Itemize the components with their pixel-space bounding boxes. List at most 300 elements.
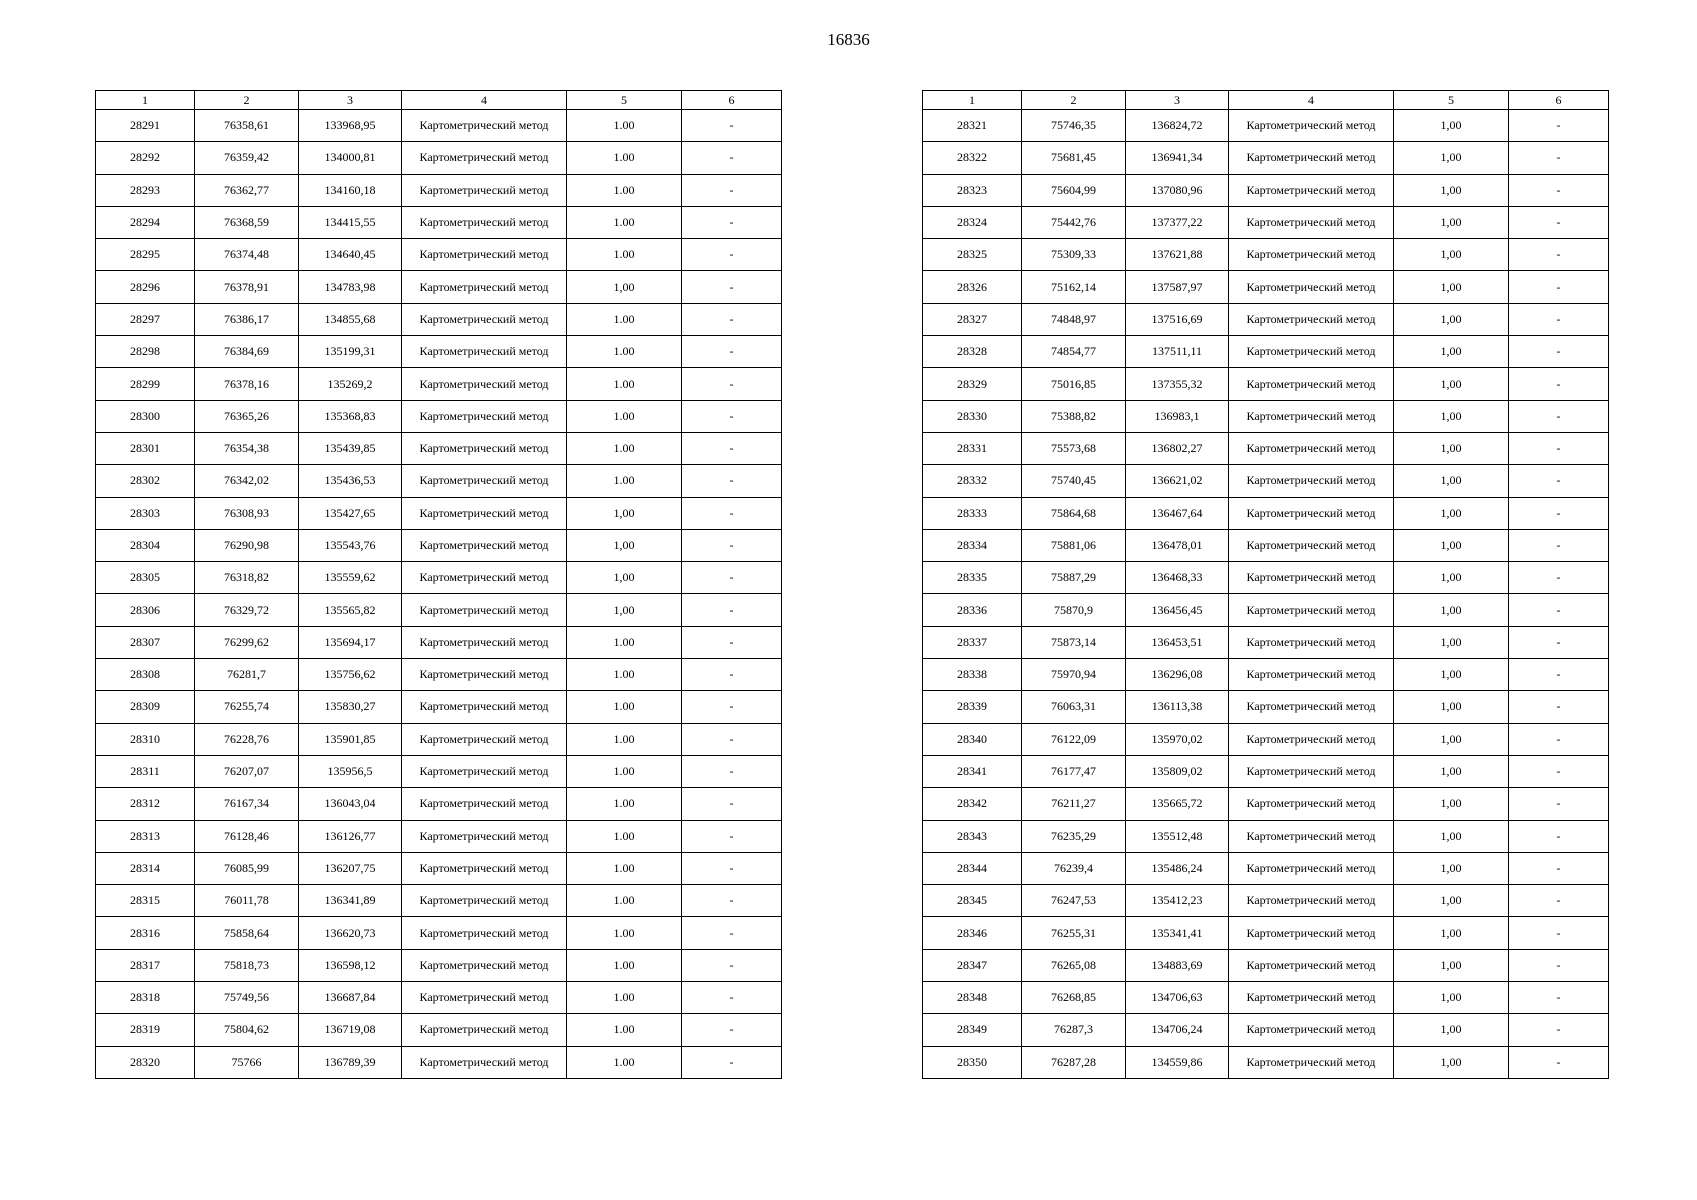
accuracy-cell: 1.00 [567, 303, 682, 335]
x-coordinate-cell: 75970,94 [1022, 659, 1126, 691]
y-coordinate-cell: 135436,53 [299, 465, 402, 497]
accuracy-cell: 1,00 [1394, 271, 1509, 303]
description-cell: - [682, 594, 782, 626]
y-coordinate-cell: 137377,22 [1126, 206, 1229, 238]
description-cell: - [682, 368, 782, 400]
y-coordinate-cell: 133968,95 [299, 110, 402, 142]
accuracy-cell: 1,00 [567, 562, 682, 594]
point-number-cell: 28317 [96, 949, 195, 981]
point-number-cell: 28350 [923, 1046, 1022, 1078]
coordinates-table-left [95, 90, 782, 1079]
x-coordinate-cell: 76177,47 [1022, 755, 1126, 787]
method-cell: Картометрический метод [1229, 594, 1394, 626]
accuracy-cell: 1,00 [1394, 562, 1509, 594]
y-coordinate-cell: 134783,98 [299, 271, 402, 303]
description-cell: - [682, 400, 782, 432]
point-number-cell: 28305 [96, 562, 195, 594]
table-row [96, 271, 782, 303]
y-coordinate-cell: 135830,27 [299, 691, 402, 723]
x-coordinate-cell: 76287,3 [1022, 1014, 1126, 1046]
method-cell: Картометрический метод [402, 529, 567, 561]
header-row [96, 91, 782, 110]
point-number-cell: 28302 [96, 465, 195, 497]
method-cell: Картометрический метод [402, 174, 567, 206]
y-coordinate-cell: 136468,33 [1126, 562, 1229, 594]
method-cell: Картометрический метод [1229, 368, 1394, 400]
x-coordinate-cell: 75749,56 [195, 982, 299, 1014]
table-row [923, 755, 1609, 787]
accuracy-cell: 1,00 [567, 594, 682, 626]
y-coordinate-cell: 136043,04 [299, 788, 402, 820]
table-row [923, 885, 1609, 917]
description-cell: - [1509, 142, 1609, 174]
x-coordinate-cell: 76011,78 [195, 885, 299, 917]
method-cell: Картометрический метод [1229, 626, 1394, 658]
table-row [923, 142, 1609, 174]
y-coordinate-cell: 135427,65 [299, 497, 402, 529]
method-cell: Картометрический метод [402, 206, 567, 238]
description-cell: - [682, 206, 782, 238]
point-number-cell: 28314 [96, 852, 195, 884]
x-coordinate-cell: 75746,35 [1022, 110, 1126, 142]
point-number-cell: 28312 [96, 788, 195, 820]
accuracy-cell: 1.00 [567, 206, 682, 238]
column-header: 3 [299, 91, 402, 110]
point-number-cell: 28291 [96, 110, 195, 142]
y-coordinate-cell: 135486,24 [1126, 852, 1229, 884]
table-row [923, 303, 1609, 335]
table-row [923, 206, 1609, 238]
method-cell: Картометрический метод [402, 336, 567, 368]
table-row [96, 497, 782, 529]
method-cell: Картометрический метод [1229, 142, 1394, 174]
description-cell: - [682, 465, 782, 497]
y-coordinate-cell: 136719,08 [299, 1014, 402, 1046]
x-coordinate-cell: 76378,91 [195, 271, 299, 303]
description-cell: - [682, 788, 782, 820]
point-number-cell: 28323 [923, 174, 1022, 206]
method-cell: Картометрический метод [402, 432, 567, 464]
accuracy-cell: 1,00 [1394, 949, 1509, 981]
table-row [923, 432, 1609, 464]
column-header: 2 [195, 91, 299, 110]
point-number-cell: 28349 [923, 1014, 1022, 1046]
x-coordinate-cell: 75864,68 [1022, 497, 1126, 529]
x-coordinate-cell: 75309,33 [1022, 239, 1126, 271]
description-cell: - [1509, 982, 1609, 1014]
x-coordinate-cell: 76359,42 [195, 142, 299, 174]
table-row [96, 1046, 782, 1078]
coordinates-table-right [922, 90, 1609, 1079]
y-coordinate-cell: 135809,02 [1126, 755, 1229, 787]
method-cell: Картометрический метод [1229, 110, 1394, 142]
x-coordinate-cell: 76228,76 [195, 723, 299, 755]
description-cell: - [1509, 691, 1609, 723]
table-row [96, 982, 782, 1014]
point-number-cell: 28348 [923, 982, 1022, 1014]
description-cell: - [1509, 529, 1609, 561]
y-coordinate-cell: 134415,55 [299, 206, 402, 238]
point-number-cell: 28331 [923, 432, 1022, 464]
y-coordinate-cell: 134855,68 [299, 303, 402, 335]
x-coordinate-cell: 76318,82 [195, 562, 299, 594]
table-row [96, 917, 782, 949]
description-cell: - [682, 110, 782, 142]
accuracy-cell: 1,00 [1394, 691, 1509, 723]
method-cell: Картометрический метод [402, 659, 567, 691]
column-header: 6 [682, 91, 782, 110]
accuracy-cell: 1,00 [1394, 110, 1509, 142]
point-number-cell: 28303 [96, 497, 195, 529]
method-cell: Картометрический метод [402, 1014, 567, 1046]
description-cell: - [682, 917, 782, 949]
x-coordinate-cell: 76384,69 [195, 336, 299, 368]
x-coordinate-cell: 76268,85 [1022, 982, 1126, 1014]
y-coordinate-cell: 135956,5 [299, 755, 402, 787]
column-header: 6 [1509, 91, 1609, 110]
table-row [96, 174, 782, 206]
x-coordinate-cell: 75573,68 [1022, 432, 1126, 464]
y-coordinate-cell: 136621,02 [1126, 465, 1229, 497]
method-cell: Картометрический метод [1229, 788, 1394, 820]
method-cell: Картометрический метод [402, 755, 567, 787]
method-cell: Картометрический метод [1229, 497, 1394, 529]
point-number-cell: 28297 [96, 303, 195, 335]
description-cell: - [1509, 885, 1609, 917]
description-cell: - [682, 271, 782, 303]
method-cell: Картометрический метод [402, 239, 567, 271]
accuracy-cell: 1,00 [1394, 303, 1509, 335]
table-row [96, 659, 782, 691]
x-coordinate-cell: 74854,77 [1022, 336, 1126, 368]
point-number-cell: 28295 [96, 239, 195, 271]
table-row [96, 239, 782, 271]
accuracy-cell: 1,00 [1394, 206, 1509, 238]
x-coordinate-cell: 75873,14 [1022, 626, 1126, 658]
table-row [923, 917, 1609, 949]
x-coordinate-cell: 76235,29 [1022, 820, 1126, 852]
method-cell: Картометрический метод [1229, 400, 1394, 432]
point-number-cell: 28343 [923, 820, 1022, 852]
y-coordinate-cell: 135565,82 [299, 594, 402, 626]
accuracy-cell: 1,00 [567, 529, 682, 561]
description-cell: - [1509, 497, 1609, 529]
accuracy-cell: 1,00 [1394, 788, 1509, 820]
table-row [96, 400, 782, 432]
method-cell: Картометрический метод [402, 982, 567, 1014]
description-cell: - [682, 949, 782, 981]
point-number-cell: 28294 [96, 206, 195, 238]
method-cell: Картометрический метод [1229, 949, 1394, 981]
x-coordinate-cell: 75681,45 [1022, 142, 1126, 174]
description-cell: - [1509, 820, 1609, 852]
point-number-cell: 28310 [96, 723, 195, 755]
description-cell: - [682, 755, 782, 787]
y-coordinate-cell: 136941,34 [1126, 142, 1229, 174]
table-row [923, 110, 1609, 142]
accuracy-cell: 1.00 [567, 691, 682, 723]
point-number-cell: 28326 [923, 271, 1022, 303]
description-cell: - [682, 626, 782, 658]
accuracy-cell: 1.00 [567, 626, 682, 658]
column-header: 3 [1126, 91, 1229, 110]
table-row [923, 691, 1609, 723]
y-coordinate-cell: 135756,62 [299, 659, 402, 691]
table-row [923, 465, 1609, 497]
point-number-cell: 28339 [923, 691, 1022, 723]
method-cell: Картометрический метод [402, 691, 567, 723]
point-number-cell: 28308 [96, 659, 195, 691]
point-number-cell: 28301 [96, 432, 195, 464]
accuracy-cell: 1.00 [567, 659, 682, 691]
accuracy-cell: 1.00 [567, 432, 682, 464]
x-coordinate-cell: 75887,29 [1022, 562, 1126, 594]
description-cell: - [1509, 1046, 1609, 1078]
method-cell: Картометрический метод [1229, 723, 1394, 755]
accuracy-cell: 1,00 [1394, 239, 1509, 271]
method-cell: Картометрический метод [1229, 820, 1394, 852]
accuracy-cell: 1.00 [567, 755, 682, 787]
point-number-cell: 28306 [96, 594, 195, 626]
x-coordinate-cell: 76287,28 [1022, 1046, 1126, 1078]
column-header: 5 [1394, 91, 1509, 110]
point-number-cell: 28307 [96, 626, 195, 658]
point-number-cell: 28328 [923, 336, 1022, 368]
accuracy-cell: 1.00 [567, 465, 682, 497]
x-coordinate-cell: 76358,61 [195, 110, 299, 142]
table-row [923, 400, 1609, 432]
method-cell: Картометрический метод [402, 1046, 567, 1078]
description-cell: - [682, 982, 782, 1014]
x-coordinate-cell: 76255,74 [195, 691, 299, 723]
x-coordinate-cell: 76247,53 [1022, 885, 1126, 917]
description-cell: - [1509, 110, 1609, 142]
table-row [923, 949, 1609, 981]
point-number-cell: 28330 [923, 400, 1022, 432]
method-cell: Картометрический метод [1229, 174, 1394, 206]
x-coordinate-cell: 75442,76 [1022, 206, 1126, 238]
method-cell: Картометрический метод [402, 820, 567, 852]
x-coordinate-cell: 76354,38 [195, 432, 299, 464]
x-coordinate-cell: 76299,62 [195, 626, 299, 658]
x-coordinate-cell: 74848,97 [1022, 303, 1126, 335]
accuracy-cell: 1,00 [567, 271, 682, 303]
point-number-cell: 28309 [96, 691, 195, 723]
point-number-cell: 28335 [923, 562, 1022, 594]
accuracy-cell: 1,00 [1394, 659, 1509, 691]
x-coordinate-cell: 75870,9 [1022, 594, 1126, 626]
point-number-cell: 28319 [96, 1014, 195, 1046]
y-coordinate-cell: 135970,02 [1126, 723, 1229, 755]
column-header: 4 [1229, 91, 1394, 110]
x-coordinate-cell: 76063,31 [1022, 691, 1126, 723]
x-coordinate-cell: 75804,62 [195, 1014, 299, 1046]
accuracy-cell: 1,00 [1394, 885, 1509, 917]
method-cell: Картометрический метод [1229, 432, 1394, 464]
description-cell: - [682, 432, 782, 464]
point-number-cell: 28347 [923, 949, 1022, 981]
accuracy-cell: 1.00 [567, 368, 682, 400]
point-number-cell: 28313 [96, 820, 195, 852]
method-cell: Картометрический метод [402, 497, 567, 529]
description-cell: - [682, 723, 782, 755]
y-coordinate-cell: 137587,97 [1126, 271, 1229, 303]
accuracy-cell: 1,00 [1394, 755, 1509, 787]
table-row [96, 303, 782, 335]
accuracy-cell: 1.00 [567, 336, 682, 368]
method-cell: Картометрический метод [1229, 271, 1394, 303]
accuracy-cell: 1.00 [567, 1014, 682, 1046]
point-number-cell: 28329 [923, 368, 1022, 400]
point-number-cell: 28304 [96, 529, 195, 561]
x-coordinate-cell: 75881,06 [1022, 529, 1126, 561]
table-row [923, 271, 1609, 303]
table-row [96, 691, 782, 723]
accuracy-cell: 1,00 [1394, 400, 1509, 432]
point-number-cell: 28296 [96, 271, 195, 303]
method-cell: Картометрический метод [402, 885, 567, 917]
y-coordinate-cell: 134000,81 [299, 142, 402, 174]
table-row [923, 659, 1609, 691]
x-coordinate-cell: 76365,26 [195, 400, 299, 432]
accuracy-cell: 1,00 [567, 497, 682, 529]
y-coordinate-cell: 134640,45 [299, 239, 402, 271]
accuracy-cell: 1.00 [567, 852, 682, 884]
description-cell: - [1509, 788, 1609, 820]
description-cell: - [1509, 562, 1609, 594]
x-coordinate-cell: 75740,45 [1022, 465, 1126, 497]
x-coordinate-cell: 76378,16 [195, 368, 299, 400]
description-cell: - [682, 336, 782, 368]
description-cell: - [1509, 626, 1609, 658]
x-coordinate-cell: 76308,93 [195, 497, 299, 529]
accuracy-cell: 1,00 [1394, 852, 1509, 884]
y-coordinate-cell: 135512,48 [1126, 820, 1229, 852]
method-cell: Картометрический метод [402, 400, 567, 432]
accuracy-cell: 1,00 [1394, 917, 1509, 949]
table-row [96, 852, 782, 884]
table-row [96, 110, 782, 142]
y-coordinate-cell: 135901,85 [299, 723, 402, 755]
y-coordinate-cell: 135694,17 [299, 626, 402, 658]
table-row [923, 594, 1609, 626]
column-header: 2 [1022, 91, 1126, 110]
description-cell: - [1509, 303, 1609, 335]
x-coordinate-cell: 75858,64 [195, 917, 299, 949]
point-number-cell: 28344 [923, 852, 1022, 884]
method-cell: Картометрический метод [1229, 1046, 1394, 1078]
accuracy-cell: 1.00 [567, 820, 682, 852]
y-coordinate-cell: 136341,89 [299, 885, 402, 917]
x-coordinate-cell: 76265,08 [1022, 949, 1126, 981]
x-coordinate-cell: 75604,99 [1022, 174, 1126, 206]
y-coordinate-cell: 137355,32 [1126, 368, 1229, 400]
table-row [923, 529, 1609, 561]
table-row [923, 1046, 1609, 1078]
table-row [96, 336, 782, 368]
x-coordinate-cell: 76255,31 [1022, 917, 1126, 949]
y-coordinate-cell: 136620,73 [299, 917, 402, 949]
point-number-cell: 28299 [96, 368, 195, 400]
y-coordinate-cell: 136113,38 [1126, 691, 1229, 723]
method-cell: Картометрический метод [1229, 303, 1394, 335]
y-coordinate-cell: 135665,72 [1126, 788, 1229, 820]
accuracy-cell: 1.00 [567, 917, 682, 949]
y-coordinate-cell: 134883,69 [1126, 949, 1229, 981]
accuracy-cell: 1,00 [1394, 529, 1509, 561]
method-cell: Картометрический метод [1229, 239, 1394, 271]
accuracy-cell: 1,00 [1394, 1014, 1509, 1046]
x-coordinate-cell: 76207,07 [195, 755, 299, 787]
method-cell: Картометрический метод [1229, 852, 1394, 884]
table-row [923, 336, 1609, 368]
point-number-cell: 28332 [923, 465, 1022, 497]
y-coordinate-cell: 136478,01 [1126, 529, 1229, 561]
y-coordinate-cell: 135439,85 [299, 432, 402, 464]
table-row [923, 562, 1609, 594]
method-cell: Картометрический метод [1229, 982, 1394, 1014]
table-row [923, 239, 1609, 271]
accuracy-cell: 1,00 [1394, 465, 1509, 497]
method-cell: Картометрический метод [402, 788, 567, 820]
description-cell: - [1509, 852, 1609, 884]
point-number-cell: 28334 [923, 529, 1022, 561]
description-cell: - [1509, 465, 1609, 497]
y-coordinate-cell: 136802,27 [1126, 432, 1229, 464]
description-cell: - [1509, 400, 1609, 432]
accuracy-cell: 1.00 [567, 110, 682, 142]
method-cell: Картометрический метод [402, 142, 567, 174]
y-coordinate-cell: 136983,1 [1126, 400, 1229, 432]
y-coordinate-cell: 134706,24 [1126, 1014, 1229, 1046]
x-coordinate-cell: 76374,48 [195, 239, 299, 271]
table-row [96, 142, 782, 174]
y-coordinate-cell: 137080,96 [1126, 174, 1229, 206]
y-coordinate-cell: 137516,69 [1126, 303, 1229, 335]
point-number-cell: 28340 [923, 723, 1022, 755]
method-cell: Картометрический метод [402, 465, 567, 497]
x-coordinate-cell: 75766 [195, 1046, 299, 1078]
description-cell: - [682, 1046, 782, 1078]
description-cell: - [1509, 1014, 1609, 1046]
description-cell: - [682, 529, 782, 561]
table-row [923, 982, 1609, 1014]
method-cell: Картометрический метод [402, 303, 567, 335]
point-number-cell: 28327 [923, 303, 1022, 335]
description-cell: - [1509, 271, 1609, 303]
table-row [96, 788, 782, 820]
x-coordinate-cell: 76368,59 [195, 206, 299, 238]
y-coordinate-cell: 136126,77 [299, 820, 402, 852]
description-cell: - [682, 659, 782, 691]
x-coordinate-cell: 75016,85 [1022, 368, 1126, 400]
method-cell: Картометрический метод [402, 852, 567, 884]
description-cell: - [1509, 206, 1609, 238]
description-cell: - [1509, 239, 1609, 271]
y-coordinate-cell: 136456,45 [1126, 594, 1229, 626]
table-row [96, 885, 782, 917]
description-cell: - [682, 820, 782, 852]
x-coordinate-cell: 75818,73 [195, 949, 299, 981]
y-coordinate-cell: 135341,41 [1126, 917, 1229, 949]
accuracy-cell: 1,00 [1394, 497, 1509, 529]
accuracy-cell: 1,00 [1394, 594, 1509, 626]
method-cell: Картометрический метод [1229, 755, 1394, 787]
accuracy-cell: 1.00 [567, 142, 682, 174]
description-cell: - [1509, 594, 1609, 626]
point-number-cell: 28316 [96, 917, 195, 949]
method-cell: Картометрический метод [402, 949, 567, 981]
